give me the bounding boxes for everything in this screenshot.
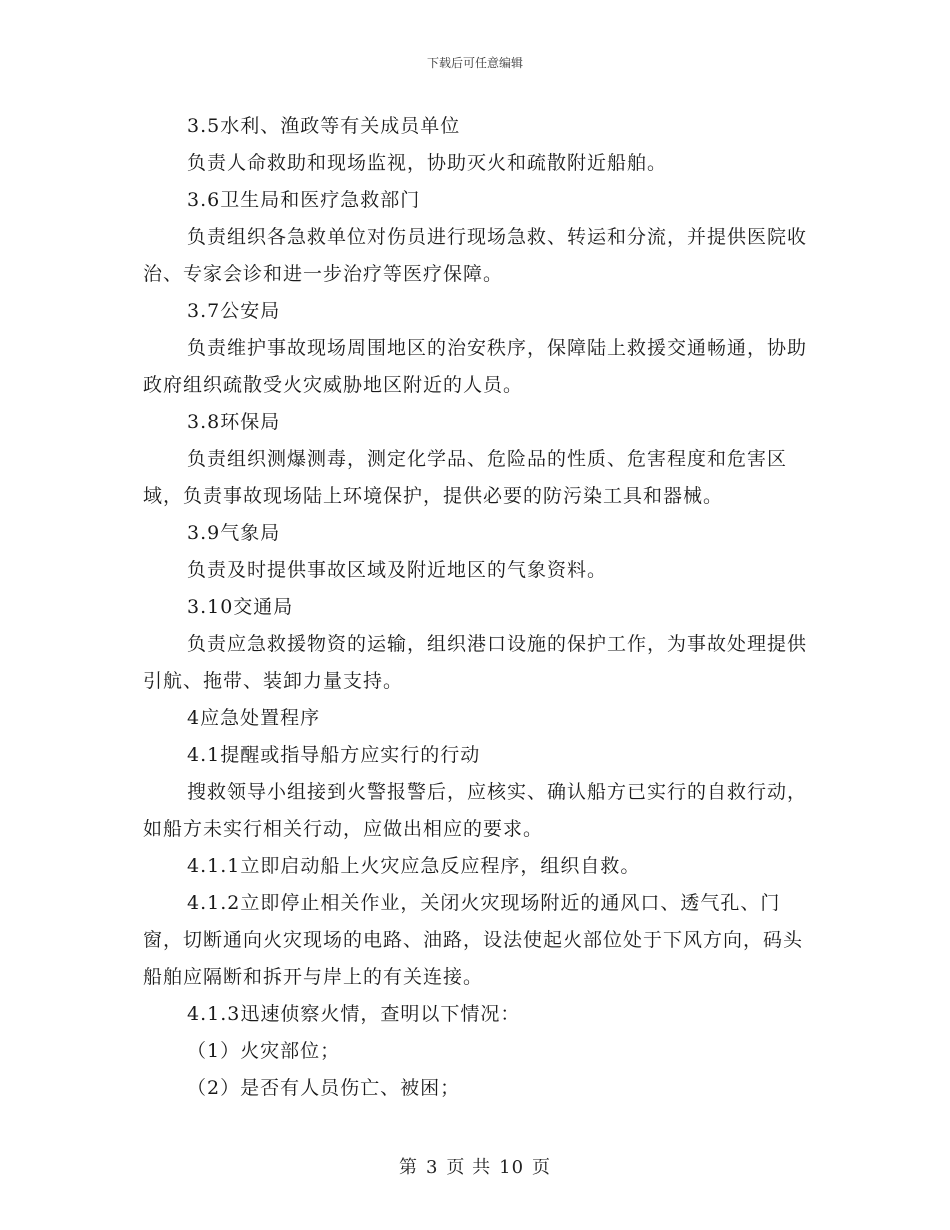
section-heading-3-10: 3.10交通局 [187, 596, 294, 618]
page-footer [0, 1153, 950, 1179]
section-heading-3-9: 3.9气象局 [187, 522, 281, 544]
footer-prefix: 第 [398, 1157, 418, 1178]
section-heading-3-8: 3.8环保局 [187, 411, 281, 433]
section-heading-3-6: 3.6卫生局和医疗急救部门 [187, 189, 421, 211]
paragraph: 负责应急救援物资的运输，组织港口设施的保护工作，为事故处理提供引航、拖带、装卸力量支持。 [143, 633, 808, 692]
page-total: 10 [499, 1157, 525, 1178]
section-heading-3-5: 3.5水利、渔政等有关成员单位 [187, 115, 461, 137]
paragraph: 负责维护事故现场周围地区的治安秩序，保障陆上救援交通畅通，协助政府组织疏散受火灾威胁地区附近的人员。 [143, 337, 808, 396]
paragraph: 搜救领导小组接到火警报警后，应核实、确认船方已实行的自救行动，如船方未实行相关行动，应做出相应的要求。 [143, 781, 808, 840]
paragraph: 负责人命救助和现场监视，协助灭火和疏散附近船舶。 [187, 152, 668, 174]
section-heading-3-7: 3.7公安局 [187, 300, 281, 322]
section-heading-4: 4应急处置程序 [187, 707, 321, 729]
footer-suffix: 页 [532, 1157, 552, 1178]
list-item-4-1-3: 4.1.3迅速侦察火情，查明以下情况： [187, 1003, 521, 1025]
paragraph: 负责及时提供事故区域及附近地区的气象资料。 [187, 559, 608, 581]
document-body [143, 108, 811, 1107]
page-number: 3 [425, 1157, 439, 1178]
list-item-4-1-1: 4.1.1立即启动船上火灾应急反应程序，组织自救。 [187, 855, 641, 877]
paragraph: 负责组织测爆测毒，测定化学品、危险品的性质、危害程度和危害区域，负责事故现场陆上环境保护，提供必要的防污染工具和器械。 [143, 448, 788, 507]
paragraph: 负责组织各急救单位对伤员进行现场急救、转运和分流，并提供医院收治、专家会诊和进一步治疗等医疗保障。 [143, 226, 808, 285]
sub-list-item: （1）火灾部位； [187, 1040, 341, 1062]
section-heading-4-1: 4.1提醒或指导船方应实行的行动 [187, 744, 481, 766]
sub-list-item: （2）是否有人员伤亡、被困； [187, 1077, 461, 1099]
footer-middle: 页 共 [446, 1157, 492, 1178]
page-header: 下载后可任意编辑 [426, 56, 523, 70]
list-item-4-1-2: 4.1.2立即停止相关作业，关闭火灾现场附近的通风口、透气孔、门窗，切断通向火灾现场的电路、油路，设法使起火部位处于下风方向，码头船舶应隔断和拆开与岸上的有关连接。 [143, 892, 804, 988]
